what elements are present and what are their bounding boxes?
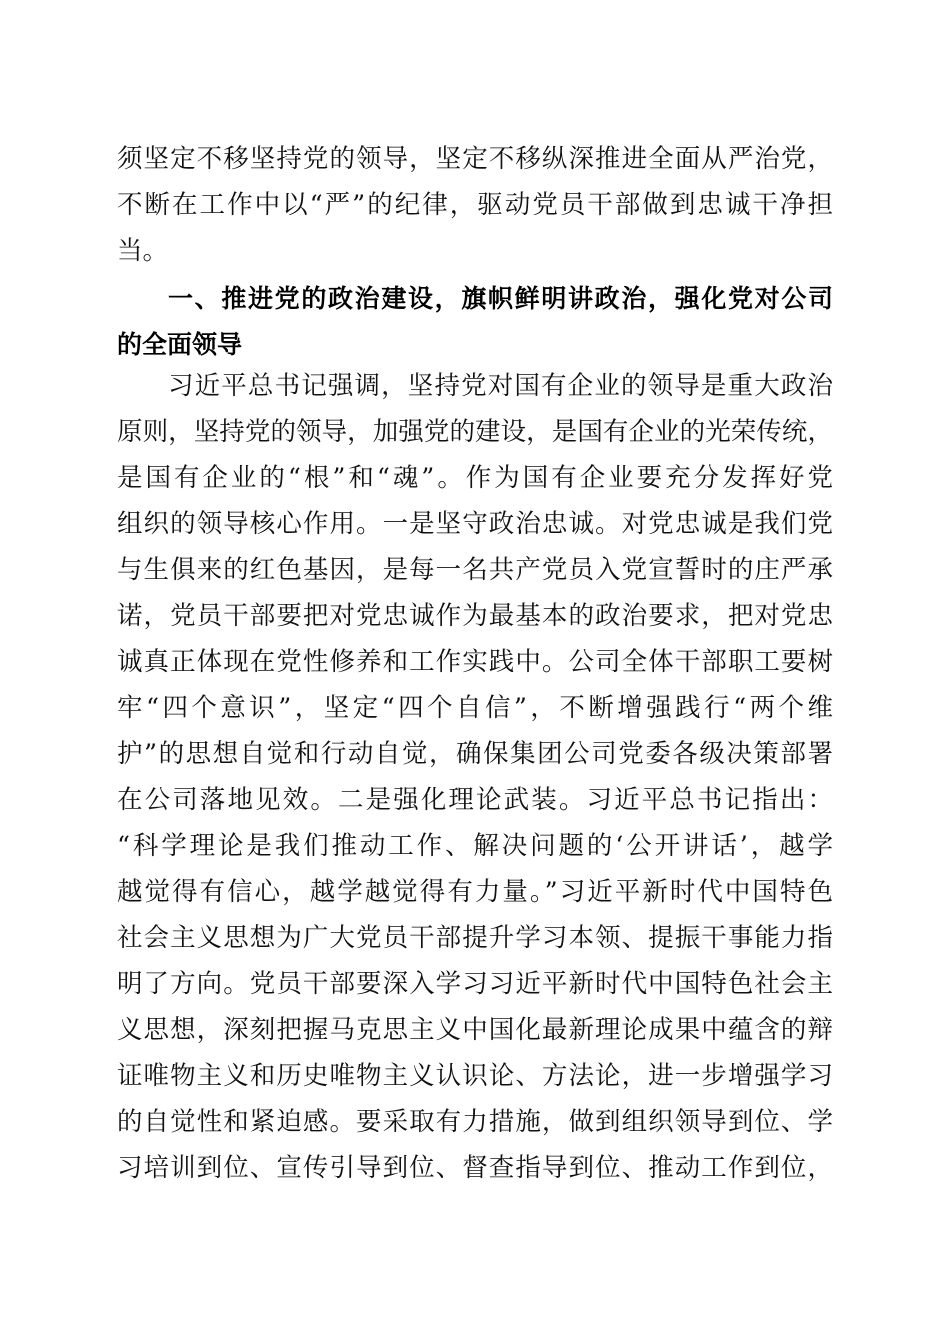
- heading-line: 一、推进党的政治建设，旗帜鲜明讲政治，强化党对公司: [168, 284, 833, 313]
- paragraph-line: 习近平总书记强调，坚持党对国有企业的领导是重大政治: [168, 371, 833, 401]
- paragraph-line: 的自觉性和紧迫感。要采取有力措施，做到组织领导到位、学: [117, 1107, 833, 1137]
- paragraph-line: 明了方向。党员干部要深入学习习近平新时代中国特色社会主: [117, 969, 833, 999]
- heading-line: 的全面领导: [117, 330, 243, 359]
- paragraph-line: 义思想，深刻把握马克思主义中国化最新理论成果中蕴含的辩: [117, 1015, 833, 1045]
- paragraph-line: 不断在工作中以“严”的纪律，驱动党员干部做到忠诚干净担: [117, 190, 833, 220]
- paragraph-line: 与生俱来的红色基因，是每一名共产党员入党宣誓时的庄严承: [117, 555, 833, 585]
- paragraph-line: “科学理论是我们推动工作、解决问题的‘公开讲话’，越学: [117, 831, 833, 861]
- paragraph-line: 须坚定不移坚持党的领导，坚定不移纵深推进全面从严治党，: [117, 144, 833, 174]
- paragraph-line: 证唯物主义和历史唯物主义认识论、方法论，进一步增强学习: [117, 1061, 833, 1091]
- paragraph-line: 当。: [117, 236, 169, 266]
- paragraph-line: 是国有企业的“根”和“魂”。作为国有企业要充分发挥好党: [117, 463, 833, 493]
- paragraph-line: 社会主义思想为广大党员干部提升学习本领、提振干事能力指: [117, 923, 833, 953]
- paragraph-line: 诚真正体现在党性修养和工作实践中。公司全体干部职工要树: [117, 647, 833, 677]
- paragraph-line: 护”的思想自觉和行动自觉，确保集团公司党委各级决策部署: [117, 739, 833, 769]
- paragraph-line: 在公司落地见效。二是强化理论武装。习近平总书记指出：: [117, 785, 833, 815]
- paragraph-line: 越觉得有信心，越学越觉得有力量。”习近平新时代中国特色: [117, 877, 833, 907]
- paragraph-line: 习培训到位、宣传引导到位、督查指导到位、推动工作到位，: [117, 1153, 833, 1183]
- paragraph-line: 诺，党员干部要把对党忠诚作为最基本的政治要求，把对党忠: [117, 601, 833, 631]
- paragraph-line: 组织的领导核心作用。一是坚守政治忠诚。对党忠诚是我们党: [117, 509, 833, 539]
- paragraph-line: 原则，坚持党的领导，加强党的建设，是国有企业的光荣传统，: [117, 417, 833, 447]
- paragraph-line: 牢“四个意识”，坚定“四个自信”，不断增强践行“两个维: [117, 693, 833, 723]
